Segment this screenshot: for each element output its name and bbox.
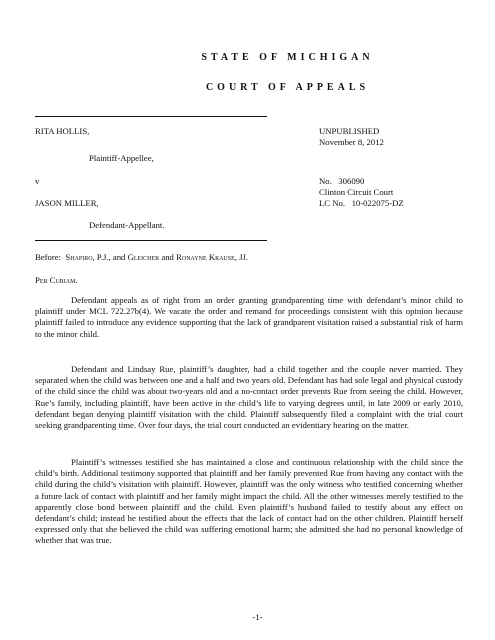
circuit-court: Clinton Circuit Court [319,187,394,197]
before-line [35,252,248,263]
defendant-name: JASON MILLER, [35,198,99,208]
versus: v [35,176,40,186]
judge-shapiro: Shapiro [65,252,93,262]
state-heading: STATE OF MICHIGAN [201,52,374,63]
judge-gleicher: Gleicher [127,252,160,262]
before-prefix: Before: [35,252,66,262]
per-curiam: Per Curiam. [35,275,78,285]
plaintiff-role: Plaintiff-Appellee, [89,153,154,163]
lower-court-number: LC No. 10-022075-DZ [319,198,404,208]
status-unpublished: UNPUBLISHED [319,126,380,136]
judge-and: and [159,252,177,262]
opinion-paragraph-3: Plaintiff’s witnesses testified she has maintained a close and continuous relationship with the child since the child’s birth. Additional testimony supported that plaintiff and her family prevented Rue from having any contact with the child during the child’s visitation with plaintiff. However, plaintiff was the only witness who testified concerning whether a future lack of contact with plaintiff and her family might impact the child. All the other witnesses merely testified to the apparently close bond between plaintiff and the child. Even plaintiff’s husband failed to testify about any effect on defendant’s child; instead he testified about the effects that the lack of contact had on the other children. Plaintiff herself expressed only that she believed the child was suffering emotional harm; she admitted she had no personal knowledge of whether that was true. [35,457,463,546]
opinion-paragraph-1: Defendant appeals as of right from an order granting grandparenting time with defendant’s minor child to plaintiff under MCL 722.27b(4). We vacate the order and remand for proceedings consistent with this opinion because plaintiff failed to introduce any evidence supporting that the lack of grandparent visitation raised a substantial risk of harm to the minor child. [35,295,463,339]
plaintiff-name: RITA HOLLIS, [35,126,90,136]
defendant-role: Defendant-Appellant. [89,220,165,230]
docket-number: No. 306090 [319,176,365,186]
caption-bottom-rule [35,240,267,241]
opinion-paragraph-2: Defendant and Lindsay Rue, plaintiff’s daughter, had a child together and the couple never married. They separated when the child was between one and a half and two years old. Defendant has had sole legal and physical custody of the child since the child was about two-years old and a no-contact order prevents Rue from seeing the child. However, Rue’s family, including plaintiff, have been active in the child’s life to varying degrees until, in late 2009 or early 2010, defendant began denying plaintiff visitation with the child. Plaintiff subsequently filed a complaint with the trial court seeking grandparenting time. Over four days, the trial court conducted an evidentiary hearing on the matter. [35,364,463,431]
judge-ronayne-krause: Ronayne Krause [176,252,235,262]
page-number: -1- [252,612,263,622]
judge-title: , P.J., and [92,252,128,262]
caption-top-rule [35,116,267,117]
before-suffix: , JJ. [234,252,249,262]
decision-date: November 8, 2012 [319,137,384,147]
court-heading: COURT OF APPEALS [205,82,370,93]
